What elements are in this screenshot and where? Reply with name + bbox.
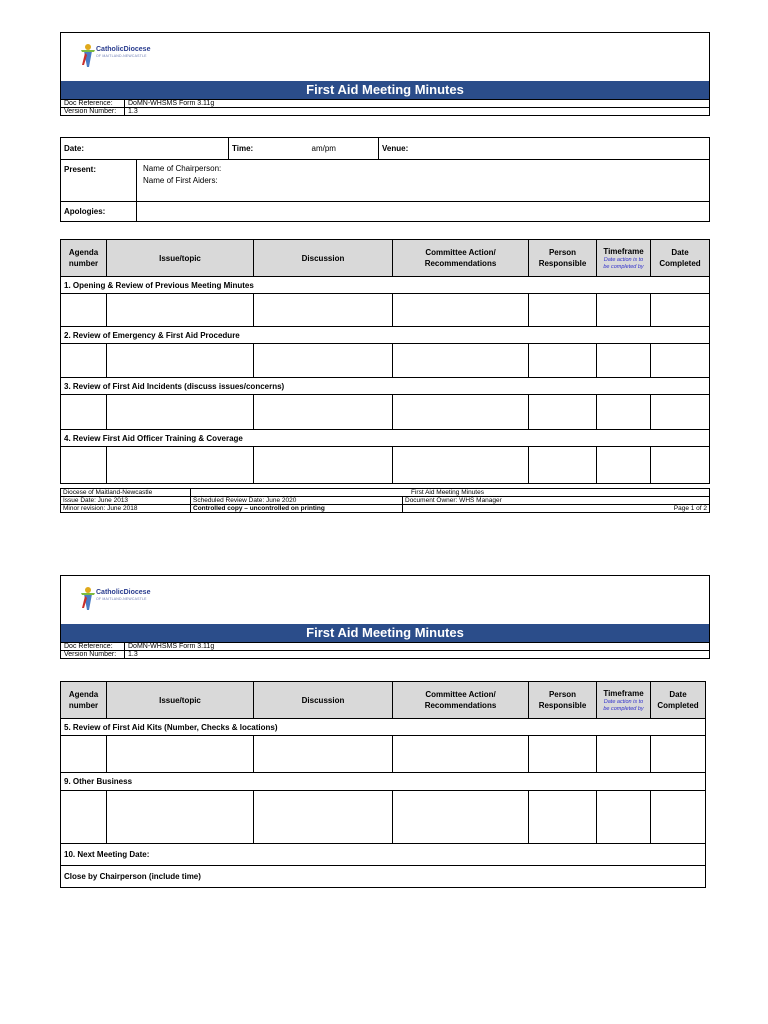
logo-subtitle: OF MAITLAND-NEWCASTLE — [96, 54, 147, 58]
section-heading: 3. Review of First Aid Incidents (discuss issues/concerns) — [61, 378, 710, 395]
section-heading: 1. Opening & Review of Previous Meeting Minutes — [61, 277, 710, 294]
doc-reference-label: Doc Reference: — [64, 643, 113, 650]
page-header — [60, 32, 710, 116]
form-title: First Aid Meeting Minutes — [61, 624, 709, 642]
section-heading: 4. Review First Aid Officer Training & Coverage — [61, 430, 710, 447]
table-row — [61, 447, 710, 484]
chairperson-label: Name of Chairperson: — [143, 164, 222, 173]
apologies-label: Apologies: — [61, 202, 137, 222]
col-date-completed: Date Completed — [651, 682, 706, 719]
timeframe-note: Date action is to be completed by — [603, 698, 644, 712]
logo-area — [61, 33, 709, 81]
doc-reference-value: DoMN-WHSMS Form 3.11g — [124, 643, 214, 650]
version-value: 1.3 — [124, 108, 138, 115]
logo-text: CatholicDiocese — [96, 46, 151, 53]
footer-controlled-copy: Controlled copy – uncontrolled on printing — [191, 505, 403, 513]
time-field[interactable] — [285, 138, 379, 160]
logo-area — [61, 576, 709, 624]
col-agenda-number: Agenda number — [61, 682, 107, 719]
col-issue-topic: Issue/topic — [107, 682, 254, 719]
table-row — [61, 791, 706, 844]
date-label: Date: — [64, 144, 85, 153]
footer-form-title: First Aid Meeting Minutes — [191, 489, 710, 497]
present-label: Present: — [61, 160, 137, 202]
version-row — [61, 107, 709, 115]
col-committee-action: Committee Action/ Recommendations — [393, 240, 529, 277]
venue-field[interactable] — [429, 138, 710, 160]
col-person-responsible: Person Responsible — [529, 682, 597, 719]
table-row — [61, 736, 706, 773]
time-ampm: am/pm — [311, 144, 336, 153]
version-row — [61, 650, 709, 658]
page-footer — [60, 488, 710, 513]
close-by-chairperson-field[interactable]: Close by Chairperson (include time) — [61, 866, 706, 888]
version-label: Version Number: — [64, 651, 117, 658]
footer-owner: Document Owner: WHS Manager — [403, 497, 710, 505]
logo-text: CatholicDiocese — [96, 589, 151, 596]
col-person-responsible: Person Responsible — [529, 240, 597, 277]
agenda-table-page-2 — [60, 681, 706, 888]
table-row — [61, 294, 710, 327]
logo-subtitle: OF MAITLAND-NEWCASTLE — [96, 597, 147, 601]
next-meeting-date-field[interactable]: 10. Next Meeting Date: — [61, 844, 706, 866]
agenda-table-page-1 — [60, 239, 710, 484]
footer-minor-revision: Minor revision: June 2018 — [61, 505, 191, 513]
doc-reference-row — [61, 642, 709, 650]
time-label: Time: — [229, 138, 285, 160]
section-heading: 2. Review of Emergency & First Aid Procedure — [61, 327, 710, 344]
col-discussion: Discussion — [254, 240, 393, 277]
col-date-completed: Date Completed — [651, 240, 710, 277]
apologies-field[interactable] — [137, 202, 710, 222]
section-heading: 5. Review of First Aid Kits (Number, Checks & locations) — [61, 719, 706, 736]
doc-reference-row — [61, 99, 709, 107]
table-row — [61, 395, 710, 430]
footer-page-number: Page 1 of 2 — [403, 505, 710, 513]
doc-reference-value: DoMN-WHSMS Form 3.11g — [124, 100, 214, 107]
section-heading: 9. Other Business — [61, 773, 706, 791]
present-field[interactable] — [137, 160, 710, 202]
col-discussion: Discussion — [254, 682, 393, 719]
timeframe-label: Timeframe — [603, 246, 644, 256]
form-title: First Aid Meeting Minutes — [61, 81, 709, 99]
footer-issue-date: Issue Date: June 2013 — [61, 497, 191, 505]
col-agenda-number: Agenda number — [61, 240, 107, 277]
version-value: 1.3 — [124, 651, 138, 658]
timeframe-note: Date action is to be completed by — [603, 256, 644, 270]
first-aiders-label: Name of First Aiders: — [143, 176, 218, 185]
doc-reference-label: Doc Reference: — [64, 100, 113, 107]
version-label: Version Number: — [64, 108, 117, 115]
col-timeframe — [597, 682, 651, 719]
page-header — [60, 575, 710, 659]
col-committee-action: Committee Action/ Recommendations — [393, 682, 529, 719]
venue-label: Venue: — [379, 138, 429, 160]
col-issue-topic: Issue/topic — [107, 240, 254, 277]
table-row — [61, 344, 710, 378]
meeting-info-table — [60, 137, 710, 222]
footer-review-date: Scheduled Review Date: June 2020 — [191, 497, 403, 505]
timeframe-label: Timeframe — [603, 688, 644, 698]
date-field[interactable] — [61, 138, 229, 160]
footer-diocese: Diocese of Maitland-Newcastle — [61, 489, 191, 497]
col-timeframe — [597, 240, 651, 277]
